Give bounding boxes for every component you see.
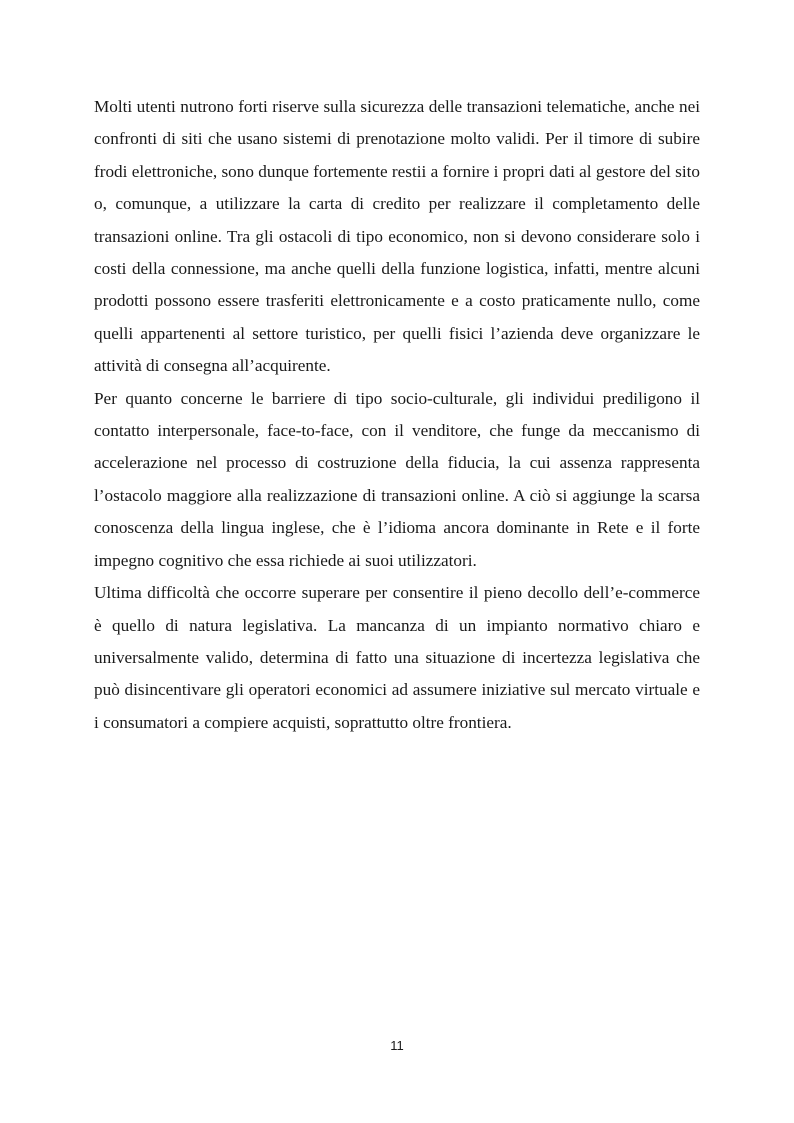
paragraph-socio-cultural: Per quanto concerne le barriere di tipo socio-culturale, gli individui prediligono il contatto interpersonale, face-to-face, con il venditore, che funge da meccanismo di accelerazione nel processo di costruzione della fiducia, la cui assenza rappresenta l’ostacolo maggiore alla realizzazione di transazioni online. A ciò si aggiunge la scarsa conoscenza della lingua inglese, che è l’idioma ancora dominante in Rete e il forte impegno cognitivo che essa richiede ai suoi utilizzatori. <box>94 388 700 570</box>
page-number: 11 <box>390 1038 404 1053</box>
paragraph-legislative: Ultima difficoltà che occorre superare per consentire il pieno decollo dell’e-commerce è quello di natura legislativa. La mancanza di un impianto normativo chiaro e universalmente valido, determina di fatto una situazione di incertezza legislativa che può disincentivare gli operatori economici ad assumere iniziative sul mercato virtuale e i consumatori a compiere acquisti, soprattutto oltre frontiera. <box>94 583 700 732</box>
paragraph-security-economic: Molti utenti nutrono forti riserve sulla sicurezza delle transazioni telematiche, anche nei confronti di siti che usano sistemi di prenotazione molto validi. Per il timore di subire frodi elettroniche, sono dunque fortemente restii a fornire i propri dati al gestore del sito o, comunque, a utilizzare la carta di credito per realizzare il completamento delle transazioni online. Tra gli ostacoli di tipo economico, non si devono considerare solo i costi della connessione, ma anche quelli della funzione logistica, infatti, mentre alcuni prodotti possono essere trasferiti elettronicamente e a costo praticamente nullo, come quelli appartenenti al settore turistico, per quelli fisici l’azienda deve organizzare le attività di consegna all’acquirente. <box>94 97 700 376</box>
body-text <box>94 91 700 739</box>
